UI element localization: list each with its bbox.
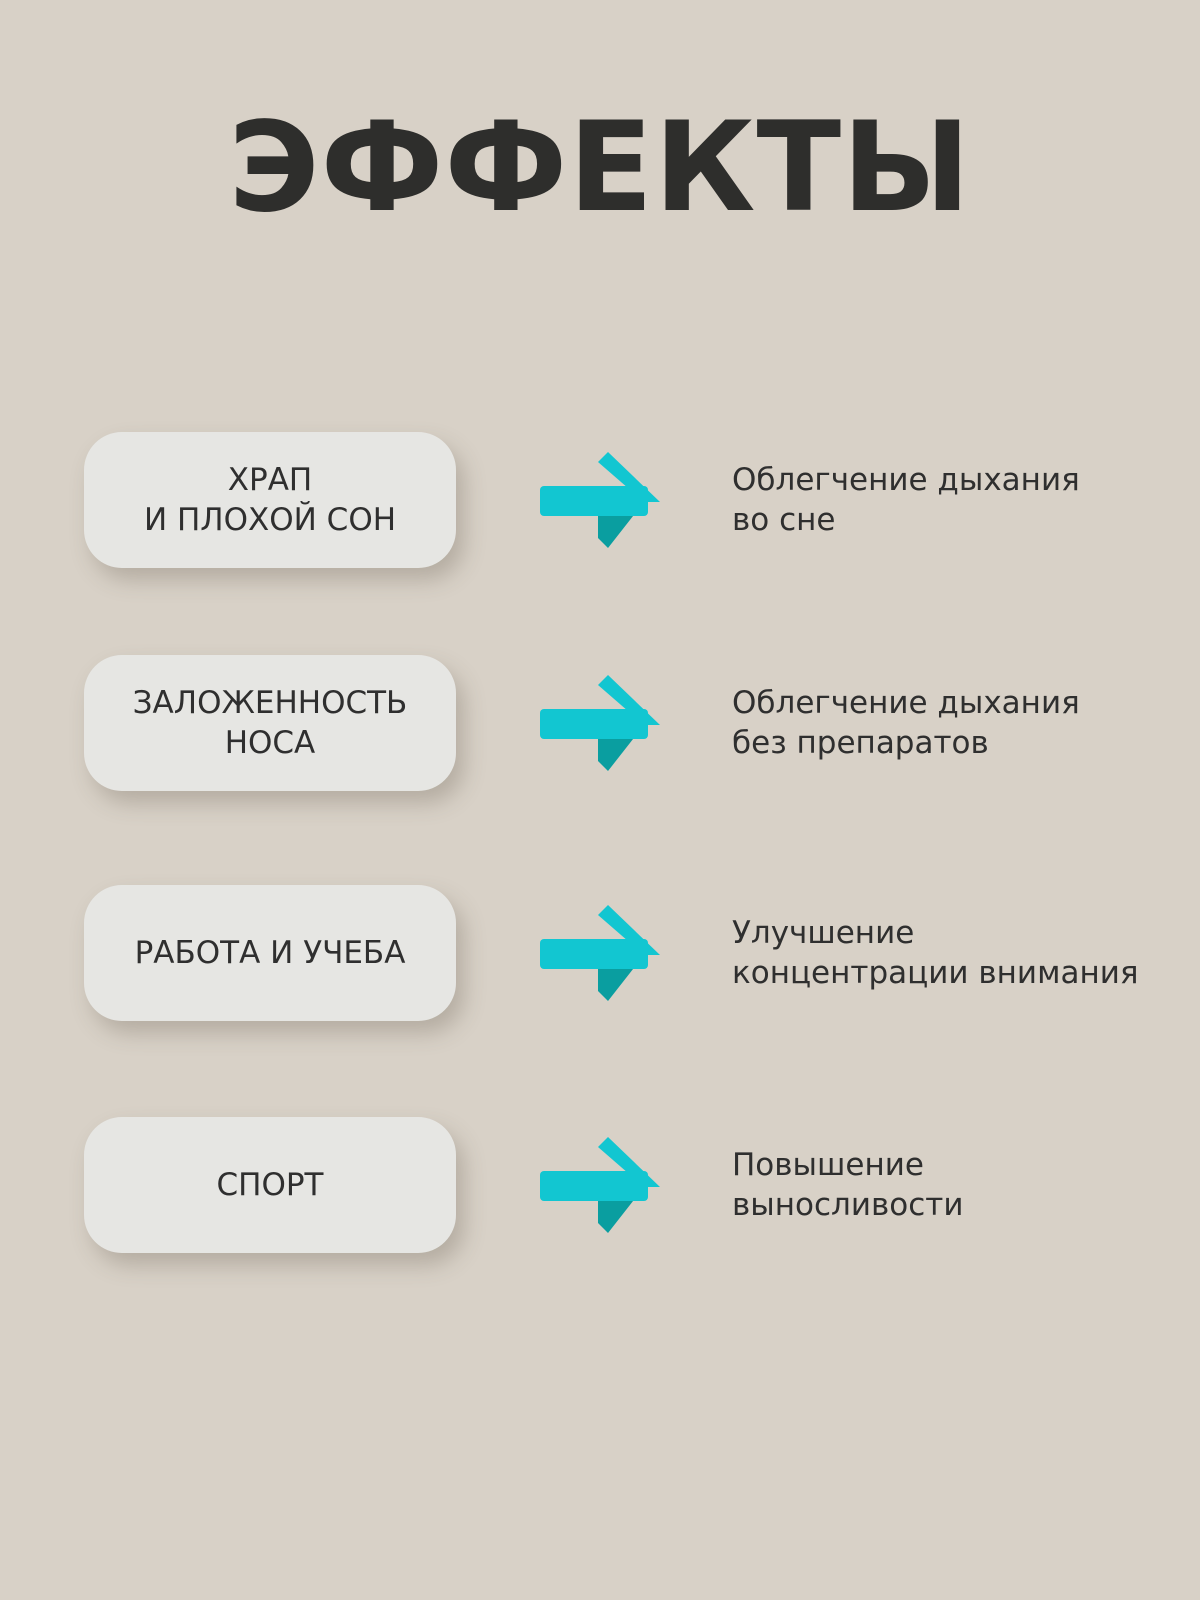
right-arrow-icon [540, 905, 662, 1003]
cause-label: СПОРТ [216, 1167, 324, 1203]
effect-row [0, 885, 1200, 1021]
cause-label: РАБОТА И УЧЕБА [134, 935, 406, 971]
cause-card [84, 885, 456, 1021]
cause-label: ЗАЛОЖЕННОСТЬ НОСА [132, 685, 408, 761]
cause-card [84, 655, 456, 791]
effect-label: Облегчение дыхания во сне [732, 462, 1080, 538]
cause-card [84, 432, 456, 568]
cause-card [84, 1117, 456, 1253]
effect-row [0, 1117, 1200, 1253]
effect-label: Улучшение концентрации внимания [732, 915, 1139, 991]
effect-label: Облегчение дыхания без препаратов [732, 685, 1080, 761]
right-arrow-icon [540, 452, 662, 550]
effect-description [732, 885, 1172, 1021]
effect-row [0, 655, 1200, 791]
page-title: ЭФФЕКТЫ [228, 96, 972, 240]
effect-description [732, 432, 1172, 568]
effect-description [732, 1117, 1172, 1253]
right-arrow-icon [540, 1137, 662, 1235]
cause-label: ХРАП И ПЛОХОЙ СОН [143, 462, 397, 538]
effect-label: Повышение выносливости [732, 1147, 964, 1223]
right-arrow-icon [540, 675, 662, 773]
effect-description [732, 655, 1172, 791]
effect-row [0, 432, 1200, 568]
